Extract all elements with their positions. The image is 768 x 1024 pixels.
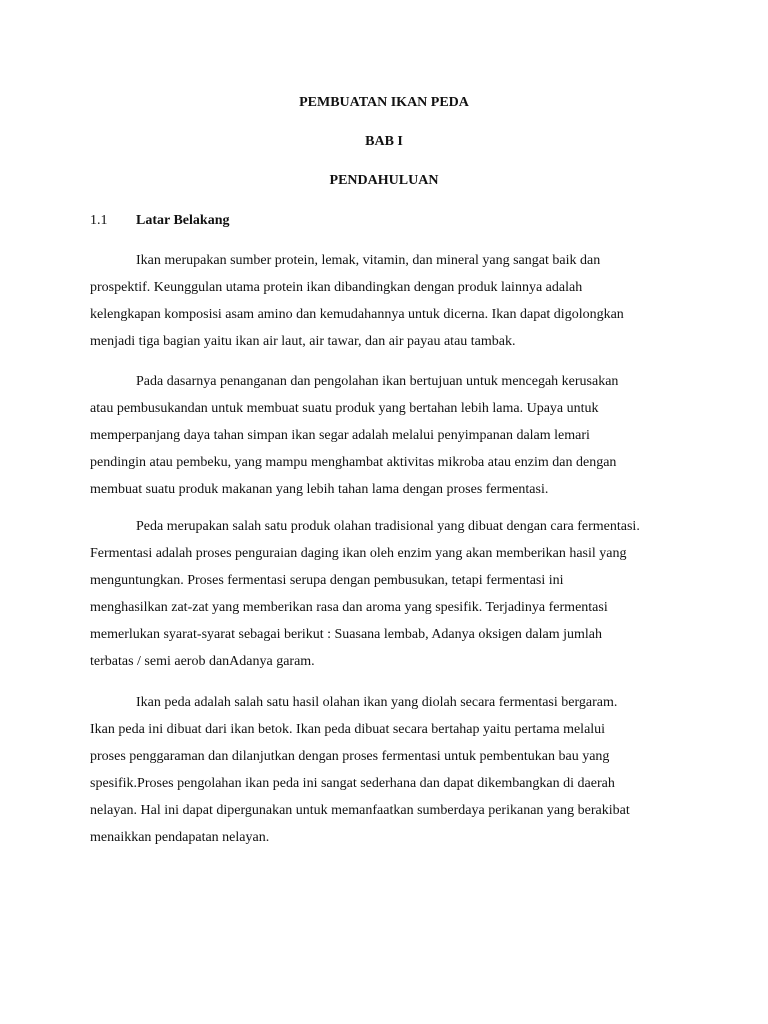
paragraph-line: menaikkan pendapatan nelayan. xyxy=(90,830,270,845)
paragraph-line: spesifik.Proses pengolahan ikan peda ini sangat sederhana dan dapat dikembangkan di daerah xyxy=(90,776,615,791)
paragraph-line: Ikan peda ini dibuat dari ikan betok. Ikan peda dibuat secara bertahap yaitu pertama melalui xyxy=(90,722,606,737)
paragraph-line: atau pembusukandan untuk membuat suatu produk yang bertahan lebih lama. Upaya untuk xyxy=(90,401,599,416)
paragraph-line: memerlukan syarat-syarat sebagai berikut : Suasana lembab, Adanya oksigen dalam jumlah xyxy=(90,627,603,642)
paragraph-line: terbatas / semi aerob danAdanya garam. xyxy=(90,654,315,669)
paragraph-line: nelayan. Hal ini dapat dipergunakan untuk memanfaatkan sumberdaya perikanan yang berakibat xyxy=(90,803,630,818)
section-heading xyxy=(90,211,229,231)
paragraph-line: memperpanjang daya tahan simpan ikan segar adalah melalui penyimpanan dalam lemari xyxy=(90,428,590,443)
paragraph-line: Pada dasarnya penanganan dan pengolahan ikan bertujuan untuk mencegah kerusakan xyxy=(136,374,619,389)
section-title: Latar Belakang xyxy=(136,213,230,228)
section-number: 1.1 xyxy=(90,213,108,228)
paragraph-line: menjadi tiga bagian yaitu ikan air laut, air tawar, dan air payau atau tambak. xyxy=(90,334,516,349)
chapter-title: PENDAHULUAN xyxy=(329,173,439,188)
paragraph-4 xyxy=(90,689,690,851)
paragraph-line: membuat suatu produk makanan yang lebih tahan lama dengan proses fermentasi. xyxy=(90,482,549,497)
paragraph-line: Ikan merupakan sumber protein, lemak, vitamin, dan mineral yang sangat baik dan xyxy=(136,253,601,268)
paragraph-line: menghasilkan zat-zat yang memberikan rasa dan aroma yang spesifik. Terjadinya fermentasi xyxy=(90,600,608,615)
paragraph-2 xyxy=(90,368,690,503)
paragraph-line: Ikan peda adalah salah satu hasil olahan ikan yang diolah secara fermentasi bergaram. xyxy=(136,695,618,710)
document-title: PEMBUATAN IKAN PEDA xyxy=(299,95,469,110)
paragraph-line: kelengkapan komposisi asam amino dan kemudahannya untuk dicerna. Ikan dapat digolongkan xyxy=(90,307,624,322)
paragraph-3 xyxy=(90,513,690,675)
paragraph-line: Peda merupakan salah satu produk olahan tradisional yang dibuat dengan cara fermentasi. xyxy=(136,519,640,534)
chapter-label: BAB I xyxy=(365,134,403,149)
paragraph-line: menguntungkan. Proses fermentasi serupa dengan pembusukan, tetapi fermentasi ini xyxy=(90,573,564,588)
paragraph-1 xyxy=(90,247,690,355)
paragraph-line: pendingin atau pembeku, yang mampu menghambat aktivitas mikroba atau enzim dan dengan xyxy=(90,455,617,470)
paragraph-line: Fermentasi adalah proses penguraian daging ikan oleh enzim yang akan memberikan hasil yang xyxy=(90,546,627,561)
paragraph-line: proses penggaraman dan dilanjutkan dengan proses fermentasi untuk pembentukan bau yang xyxy=(90,749,610,764)
paragraph-line: prospektif. Keunggulan utama protein ikan dibandingkan dengan produk lainnya adalah xyxy=(90,280,583,295)
